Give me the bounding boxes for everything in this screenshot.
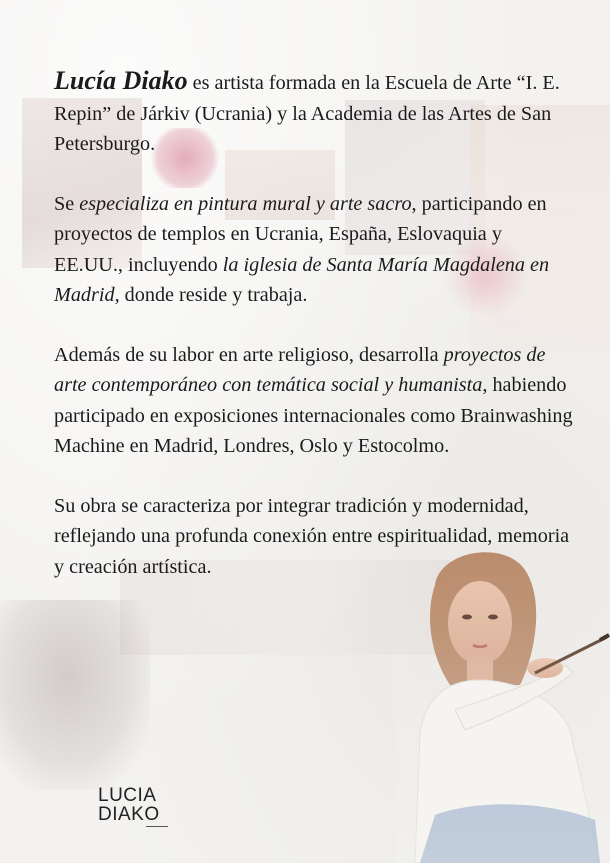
- logo-underline: [146, 826, 168, 827]
- bio-p1-text: es artista formada en la Escuela de Arte “I. E. Repin” de Járkiv (Ucrania) y la Academia de las Artes de San Petersburgo.: [54, 72, 560, 155]
- bio-p2-text-a: Se: [54, 192, 80, 215]
- lucia-diako-logo: [98, 786, 178, 824]
- collage-photo-artist-working: [0, 600, 150, 790]
- bio-paragraph-4: Su obra se caracteriza por integrar tradición y modernidad, reflejando una profunda conexión entre espiritualidad, memoria y creación artística.: [54, 494, 570, 578]
- bio-p3-text-a: Además de su labor en arte religioso, desarrolla: [54, 343, 444, 366]
- bio-p2-text-b: , participando en proyectos de templos en Ucrania, España, Eslovaquia y EE.UU., incluyendo: [54, 192, 547, 276]
- bio-paragraph-3: [54, 340, 574, 462]
- logo-line-2: DIAKO: [98, 804, 160, 825]
- bio-p3-emphasis: proyectos de arte contemporáneo con temática social y humanista: [54, 343, 546, 396]
- bio-p2-text-c: , donde reside y trabaja.: [114, 284, 308, 306]
- biography-text: [54, 66, 574, 611]
- bio-paragraph-1: [54, 66, 574, 160]
- artist-name: Lucía Diako: [54, 66, 188, 95]
- bio-p2-emphasis-2: la iglesia de Santa María Magdalena en Madrid: [54, 253, 550, 306]
- bio-paragraph-2: [54, 189, 574, 311]
- bio-p3-text-b: , habiendo participado en exposiciones internacionales como Brainwashing Machine en Madrid, Londres, Oslo y Estocolmo.: [54, 374, 573, 457]
- logo-line-1: LUCIA: [98, 785, 157, 806]
- bio-p2-emphasis-1: especializa en pintura mural y arte sacro: [79, 192, 412, 215]
